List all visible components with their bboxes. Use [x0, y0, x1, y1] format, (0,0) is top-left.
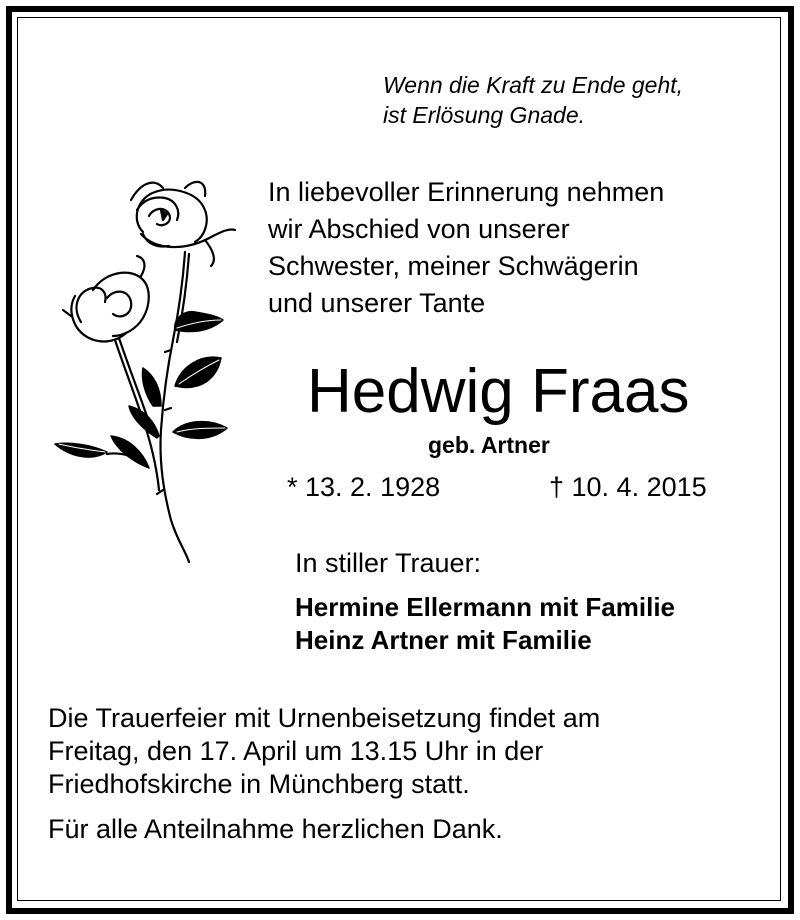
rose-icon: [45, 170, 245, 570]
death-date: † 10. 4. 2015: [549, 472, 707, 502]
deceased-name: Hedwig Fraas: [307, 357, 690, 426]
intro-text: [268, 174, 664, 322]
intro-line: wir Abschied von unserer: [268, 214, 570, 244]
motto-quote: [383, 70, 683, 130]
ceremony-line: Freitag, den 17. April um 13.15 Uhr in der: [48, 736, 544, 766]
birth-date: * 13. 2. 1928: [287, 472, 441, 502]
motto-line: ist Erlösung Gnade.: [383, 102, 586, 128]
intro-line: In liebevoller Erinnerung nehmen: [268, 177, 665, 207]
thanks-note: Für alle Anteilnahme herzlichen Dank.: [48, 814, 503, 844]
ceremony-line: Friedhofskirche in Münchberg statt.: [48, 769, 470, 799]
ceremony-notice: [48, 702, 600, 801]
motto-line: Wenn die Kraft zu Ende geht,: [383, 72, 684, 98]
mourning-label: In stiller Trauer:: [295, 548, 482, 578]
mourner-entry: Hermine Ellermann mit Familie: [295, 592, 676, 622]
intro-line: und unserer Tante: [268, 288, 486, 318]
mourner-entry: Heinz Artner mit Familie: [295, 625, 592, 655]
intro-line: Schwester, meiner Schwägerin: [268, 251, 639, 281]
mourners-list: [295, 591, 675, 657]
ceremony-line: Die Trauerfeier mit Urnenbeisetzung findet am: [48, 703, 601, 733]
maiden-name: geb. Artner: [428, 432, 550, 458]
